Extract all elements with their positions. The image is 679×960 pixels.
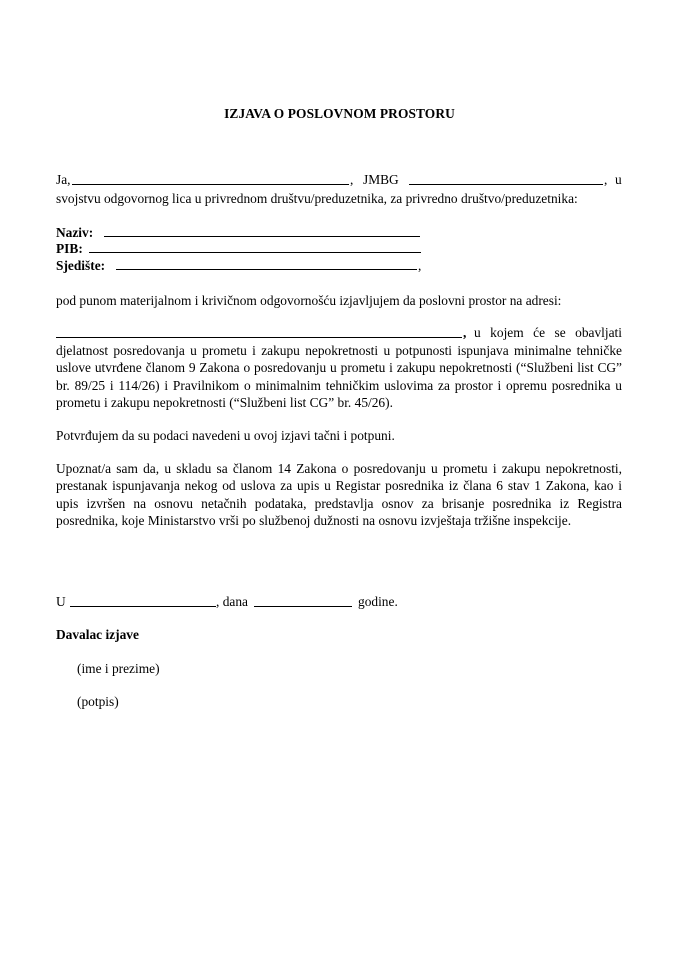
jmbg-blank[interactable]	[409, 172, 603, 185]
sjediste-comma: ,	[418, 258, 422, 273]
declarant-line	[56, 172, 622, 190]
jmbg-comma: ,	[604, 172, 608, 187]
pib-blank[interactable]	[89, 240, 421, 253]
address-intro: pod punom materijalnom i krivičnom odgovornošću izjavljujem da poslovni prostor na adresi:	[56, 293, 562, 308]
address-blank[interactable]	[56, 325, 462, 338]
place-date-line	[56, 594, 622, 611]
naziv-blank[interactable]	[104, 224, 420, 237]
name-label: (ime i prezime)	[77, 661, 160, 676]
address-rest-first: u kojem će se obavljati	[474, 325, 622, 340]
sjediste-label: Sjedište:	[56, 258, 106, 273]
address-paragraph: djelatnost posredovanja u prometu i zakupu nepokretnosti u potpunosti ispunjava minimalne tehničke uslove utvrđene članom 9 Zakona o posredovanju u prometu i zakupu nepokretnosti (“Službeni list CG” br. 89/25 i 114/26) i Pravilnikom o minimalnim tehničkim uslovima za prostor i opremu posrednika u prometu i zakupu nepokretnosti (“Službeni list CG” br. 45/26).	[56, 343, 622, 410]
sjediste-row	[56, 258, 105, 275]
role-line: svojstvu odgovornog lica u privrednom društvu/preduzetnika, za privredno društvo/preduzetnika:	[56, 191, 578, 206]
pib-row	[56, 241, 83, 258]
document-title: IZJAVA O POSLOVNOM PROSTORU	[224, 106, 455, 121]
signatory-heading: Davalac izjave	[56, 627, 139, 642]
year-label: godine.	[358, 594, 398, 609]
signature-label: (potpis)	[77, 694, 119, 709]
confirmation-text: Potvrđujem da su podaci navedeni u ovoj izjavi tačni i potpuni.	[56, 428, 395, 443]
naziv-label: Naziv:	[56, 225, 94, 240]
name-blank[interactable]	[72, 172, 349, 185]
ja-label: Ja,	[56, 172, 71, 187]
jmbg-label: JMBG	[363, 172, 399, 187]
u-word: u	[615, 172, 622, 187]
pib-label: PIB:	[56, 241, 83, 256]
place-label: U	[56, 594, 66, 609]
date-blank[interactable]	[254, 594, 352, 607]
naziv-row	[56, 225, 93, 242]
address-comma: ,	[463, 325, 467, 340]
date-label: , dana	[216, 594, 248, 609]
sjediste-blank[interactable]	[116, 257, 417, 270]
acknowledgement-paragraph: Upoznat/a sam da, u skladu sa članom 14 Zakona o posredovanju u prometu i zakupu nepokretnosti, prestanak ispunjavanja nekog od uslova za upis u Registar posrednika iz člana 6 stav 1 Zakona, kao i upis izvršen na osnovu netačnih podataka, predstavlja osnov za brisanje posrednika iz Registra posrednika, koje Ministarstvo vrši po službenoj dužnosti na osnovu izvještaja tržišne inspekcije.	[56, 461, 622, 528]
name-comma: ,	[350, 172, 354, 187]
place-blank[interactable]	[70, 594, 216, 607]
